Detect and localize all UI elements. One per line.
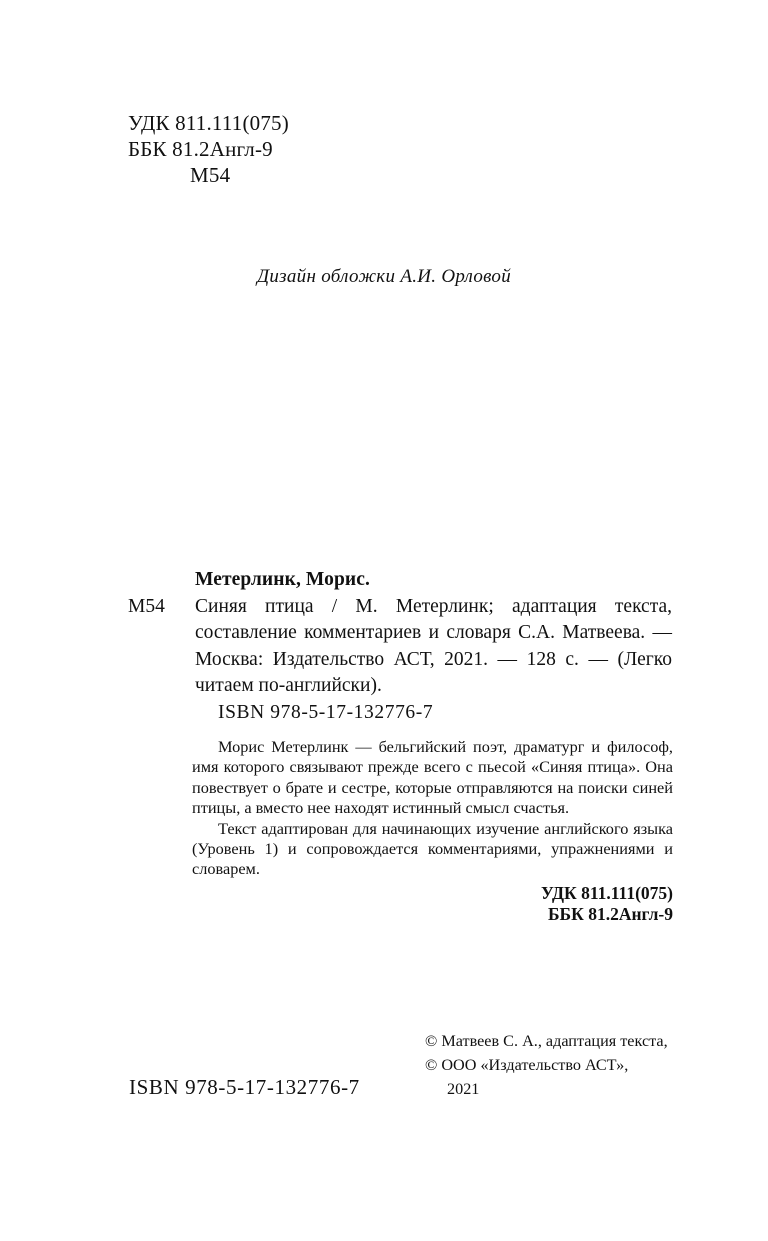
classification-codes-repeat [0,883,673,925]
shelf-mark-record: М54 [128,595,165,617]
annotation-paragraph-2: Текст адаптирован для начинающих изучение английского языка (Уровень 1) и сопровождается комментариями, упражнениями и словарем. [192,818,673,879]
isbn-record: ISBN 978-5-17-132776-7 [218,701,434,723]
copyright-line-adaptation: © Матвеев С. А., адаптация текста, [425,1032,668,1050]
annotation-block [192,737,673,880]
annotation-paragraph-1: Морис Метерлинк — бельгийский поэт, драматург и философ, имя которого связывают прежде всего с пьесой «Синяя птица». Она повествует о брате и сестре, которые отправляются на поиски синей птицы, а вместо нее находят истинный смысл счастья. [192,737,673,818]
classification-codes-top [128,110,289,188]
bbk-code-repeat: ББК 81.2Англ-9 [547,904,673,924]
udc-code-repeat: УДК 811.111(075) [540,883,673,903]
udc-code-top: УДК 811.111(075) [128,111,289,135]
isbn-footer: ISBN 978-5-17-132776-7 [129,1075,360,1099]
copyright-year: 2021 [447,1080,480,1098]
cover-designer-credit: Дизайн обложки А.И. Орловой [256,266,512,287]
record-description [128,594,672,700]
author-name: Метерлинк, Морис. [195,569,371,590]
copyright-line-publisher: © ООО «Издательство АСТ», [425,1056,629,1074]
shelf-mark-top: М54 [190,163,231,187]
bibliographic-record [128,567,672,726]
bbk-code-top: ББК 81.2Англ-9 [128,137,273,161]
record-text: Синяя птица / М. Метерлинк; адаптация текста, составление комментариев и словаря С.А. Матвеева. — Москва: Издательство АСТ, 2021. — 128 с. — (Легко читаем по-английски). [195,595,672,696]
copyright-block [425,1029,685,1101]
